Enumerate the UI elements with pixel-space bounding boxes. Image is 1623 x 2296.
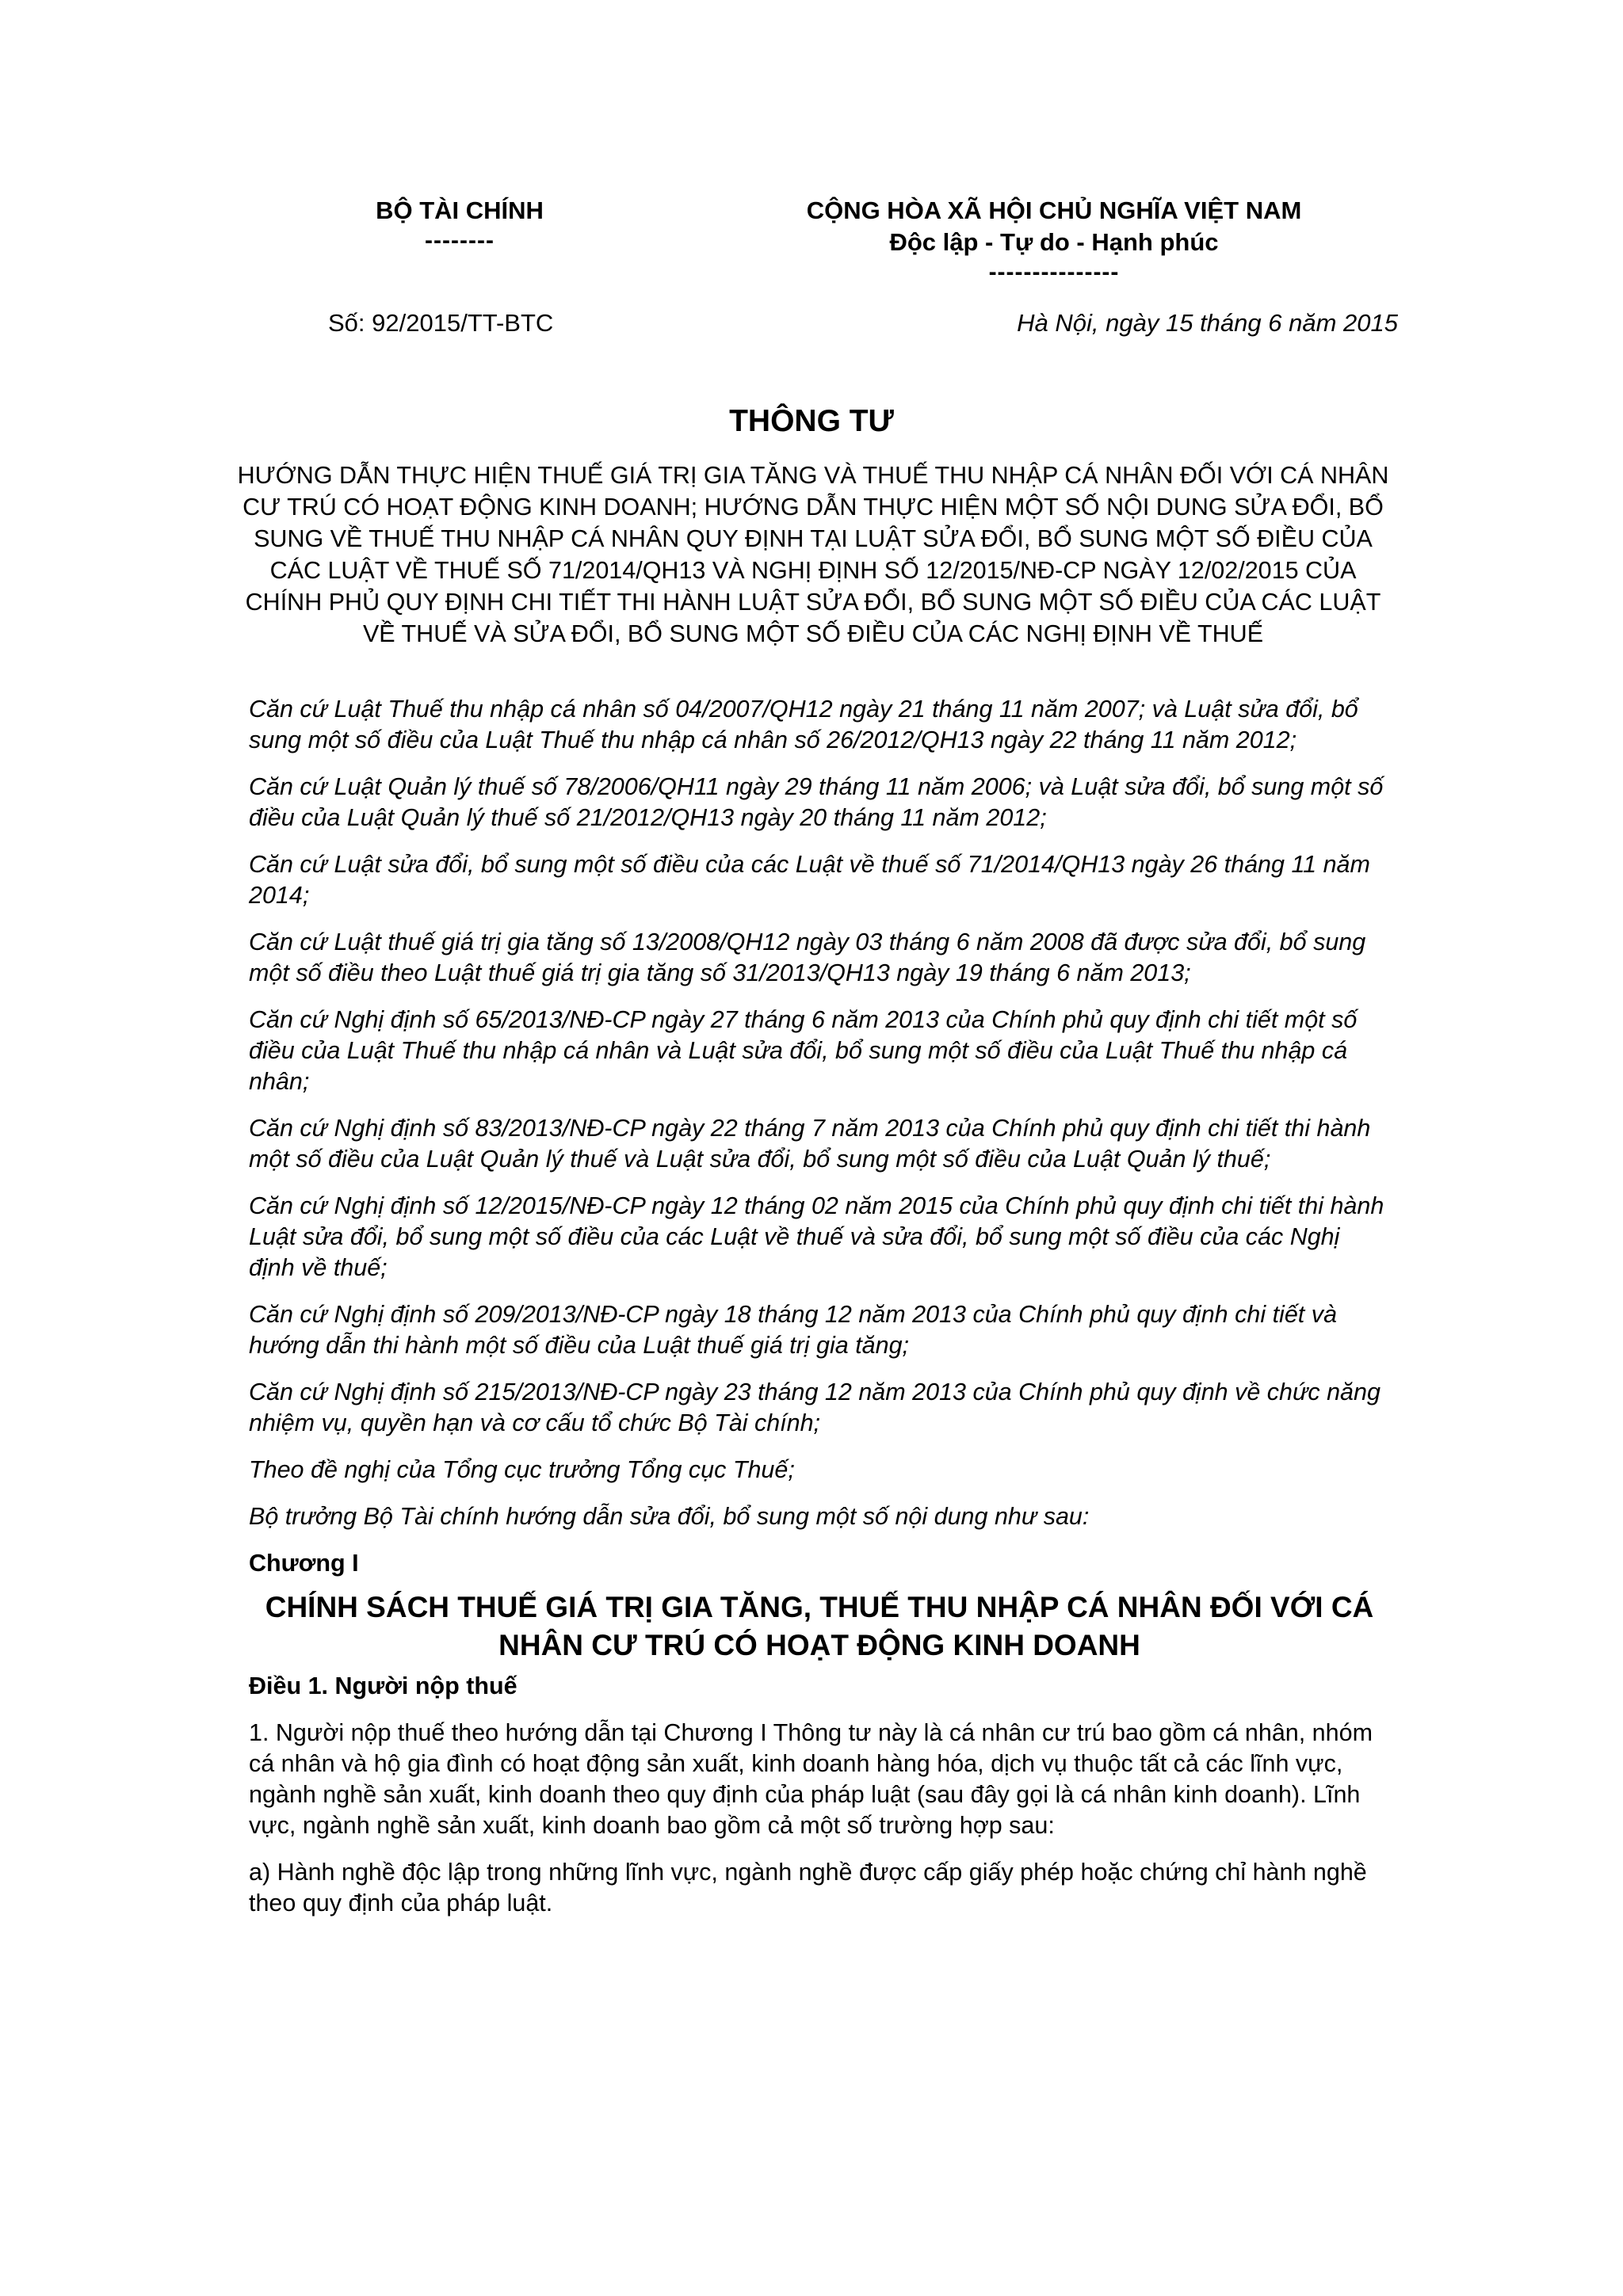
national-header [729,195,1379,287]
legal-basis-item: Căn cứ Luật sửa đổi, bổ sung một số điều của các Luật về thuế số 71/2014/QH13 ngày 26 tháng 11 năm 2014; [249,851,1370,909]
legal-basis-item: Căn cứ Nghị định số 65/2013/NĐ-CP ngày 27 tháng 6 năm 2013 của Chính phủ quy định chi tiết một số điều của Luật Thuế thu nhập cá nhân và Luật sửa đổi, bổ sung một số điều của Luật Thuế thu nhập cá nhân; [249,1006,1358,1095]
chapter-label: Chương I [249,1550,359,1577]
chapter-title: CHÍNH SÁCH THUẾ GIÁ TRỊ GIA TĂNG, THUẾ THU NHẬP CÁ NHÂN ĐỐI VỚI CÁ NHÂN CƯ TRÚ CÓ HOẠT ĐỘNG KINH DOANH [265,1591,1374,1661]
article-paragraph: 1. Người nộp thuế theo hướng dẫn tại Chương I Thông tư này là cá nhân cư trú bao gồm cá nhân, nhóm cá nhân và hộ gia đình có hoạt động sản xuất, kinh doanh hàng hóa, dịch vụ thuộc tất cả các lĩnh vực, ngành nghề sản xuất, kinh doanh theo quy định của pháp luật (sau đây gọi là cá nhân kinh doanh). Lĩnh vực, ngành nghề sản xuất, kinh doanh bao gồm cả một số trường hợp sau: [249,1719,1373,1839]
document-body [249,694,1390,1935]
country-name: CỘNG HÒA XÃ HỘI CHỦ NGHĨA VIỆT NAM [806,196,1302,224]
document-number: Số: 92/2015/TT-BTC [328,309,554,337]
document-title: THÔNG TƯ [729,404,894,438]
legal-basis-item: Bộ trưởng Bộ Tài chính hướng dẫn sửa đổi, bổ sung một số nội dung như sau: [249,1503,1090,1530]
legal-basis-item: Theo đề nghị của Tổng cục trưởng Tổng cục Thuế; [249,1456,795,1483]
agency-name: BỘ TÀI CHÍNH [376,196,544,224]
agency-header [301,195,618,255]
agency-dashes: -------- [425,227,495,254]
document-date: Hà Nội, ngày 15 tháng 6 năm 2015 [1017,309,1398,337]
motto-dashes: --------------- [988,259,1120,285]
legal-basis-item: Căn cứ Nghị định số 215/2013/NĐ-CP ngày 23 tháng 12 năm 2013 của Chính phủ quy định về chức năng nhiệm vụ, quyền hạn và cơ cấu tổ chức Bộ Tài chính; [249,1379,1381,1436]
legal-basis-item: Căn cứ Nghị định số 209/2013/NĐ-CP ngày 18 tháng 12 năm 2013 của Chính phủ quy định chi tiết và hướng dẫn thi hành một số điều của Luật thuế giá trị gia tăng; [249,1301,1337,1359]
legal-basis-item: Căn cứ Nghị định số 83/2013/NĐ-CP ngày 22 tháng 7 năm 2013 của Chính phủ quy định chi tiết thi hành một số điều của Luật Quản lý thuế và Luật sửa đổi, bổ sung một số điều của Luật Quản lý thuế; [249,1115,1371,1173]
national-motto: Độc lập - Tự do - Hạnh phúc [889,228,1219,256]
legal-basis-item: Căn cứ Luật thuế giá trị gia tăng số 13/2008/QH12 ngày 03 tháng 6 năm 2008 đã được sửa đổi, bổ sung một số điều theo Luật thuế giá trị gia tăng số 31/2013/QH13 ngày 19 tháng 6 năm 2013; [249,929,1366,986]
legal-basis-item: Căn cứ Luật Thuế thu nhập cá nhân số 04/2007/QH12 ngày 21 tháng 11 năm 2007; và Luật sửa đổi, bổ sung một số điều của Luật Thuế thu nhập cá nhân số 26/2012/QH13 ngày 22 tháng 11 năm 2012; [249,696,1358,753]
article-heading: Điều 1. Người nộp thuế [249,1672,517,1699]
legal-basis-item: Căn cứ Luật Quản lý thuế số 78/2006/QH11 ngày 29 tháng 11 năm 2006; và Luật sửa đổi, bổ sung một số điều của Luật Quản lý thuế số 21/2012/QH13 ngày 20 tháng 11 năm 2012; [249,773,1384,831]
document-subtitle: HƯỚNG DẪN THỰC HIỆN THUẾ GIÁ TRỊ GIA TĂNG VÀ THUẾ THU NHẬP CÁ NHÂN ĐỐI VỚI CÁ NHÂN CƯ TRÚ CÓ HOẠT ĐỘNG KINH DOANH; HƯỚNG DẪN THỰC HIỆN MỘT SỐ NỘI DUNG SỬA ĐỔI, BỔ SUNG VỀ THUẾ THU NHẬP CÁ NHÂN QUY ĐỊNH TẠI LUẬT SỬA ĐỔI, BỔ SUNG MỘT SỐ ĐIỀU CỦA CÁC LUẬT VỀ THUẾ SỐ 71/2014/QH13 VÀ NGHỊ ĐỊNH SỐ 12/2015/NĐ-CP NGÀY 12/02/2015 CỦA CHÍNH PHỦ QUY ĐỊNH CHI TIẾT THI HÀNH LUẬT SỬA ĐỔI, BỔ SUNG MỘT SỐ ĐIỀU CỦA CÁC LUẬT VỀ THUẾ VÀ SỬA ĐỔI, BỔ SUNG MỘT SỐ ĐIỀU CỦA CÁC NGHỊ ĐỊNH VỀ THUẾ [237,462,1389,647]
legal-basis-item: Căn cứ Nghị định số 12/2015/NĐ-CP ngày 12 tháng 02 năm 2015 của Chính phủ quy định chi tiết thi hành Luật sửa đổi, bổ sung một số điều của các Luật về thuế và sửa đổi, bổ sung một số điều của các Nghị định về thuế; [249,1192,1384,1281]
article-paragraph: a) Hành nghề độc lập trong những lĩnh vực, ngành nghề được cấp giấy phép hoặc chứng chỉ hành nghề theo quy định của pháp luật. [249,1859,1367,1917]
